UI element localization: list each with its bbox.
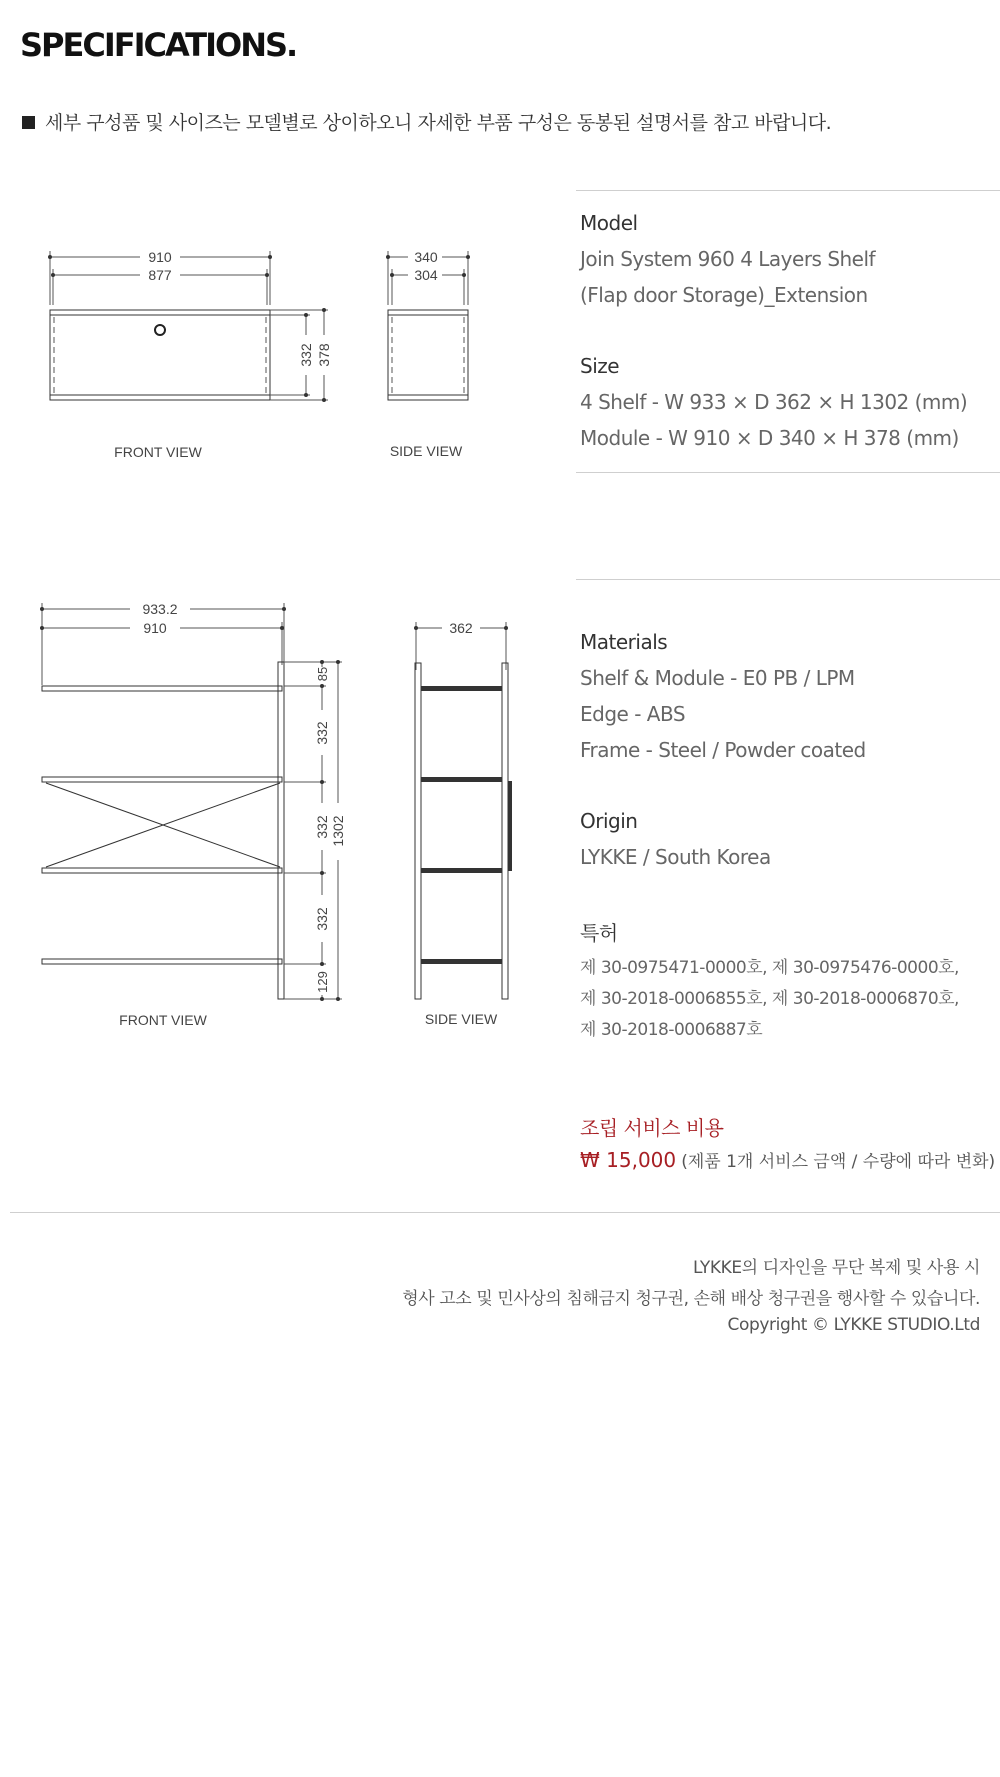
dim-933-2: 933.2 (142, 601, 178, 617)
origin-label: Origin (580, 809, 638, 833)
footer-line2: 형사 고소 및 민사상의 침해금지 청구권, 손해 배상 청구권을 행사할 수 있습니다. (402, 1289, 980, 1309)
dim-129: 129 (315, 971, 330, 993)
dim-332-b: 332 (314, 815, 330, 839)
service-price-row (580, 1147, 995, 1172)
size-line1: 4 Shelf - W 933 × D 362 × H 1302 (mm) (580, 390, 968, 414)
dim-378: 378 (316, 343, 332, 367)
square-bullet-icon (22, 116, 35, 129)
module-drawing (30, 235, 510, 465)
shelf-drawing (30, 595, 530, 1035)
model-line2: (Flap door Storage)_Extension (580, 283, 868, 307)
footer-line1: LYKKE의 디자인을 무단 복제 및 사용 시 (693, 1258, 980, 1278)
materials-line1: Shelf & Module - E0 PB / LPM (580, 666, 855, 690)
service-price: ₩ 15,000 (580, 1148, 677, 1172)
dim-304: 304 (414, 267, 438, 283)
dim-332-a: 332 (314, 721, 330, 745)
front-view-label: FRONT VIEW (114, 444, 202, 460)
divider-spec1-top (576, 190, 1000, 191)
dim-877: 877 (148, 267, 172, 283)
dim-910-shelf: 910 (143, 620, 167, 636)
front-view-label-shelf: FRONT VIEW (119, 1012, 207, 1028)
size-line2: Module - W 910 × D 340 × H 378 (mm) (580, 426, 959, 450)
size-label: Size (580, 354, 620, 378)
dim-362: 362 (449, 620, 473, 636)
service-label: 조립 서비스 비용 (580, 1116, 724, 1140)
side-view-label-shelf: SIDE VIEW (424, 1011, 498, 1027)
service-note: (제품 1개 서비스 금액 / 수량에 따라 변화) (681, 1152, 996, 1172)
model-label: Model (580, 211, 638, 235)
materials-label: Materials (580, 630, 668, 654)
divider-spec1-bottom (576, 472, 1000, 473)
dim-332: 332 (298, 343, 314, 367)
notice (22, 108, 831, 135)
side-view-label: SIDE VIEW (389, 443, 463, 459)
footer-copyright: Copyright © LYKKE STUDIO.Ltd (727, 1315, 980, 1335)
materials-line3: Frame - Steel / Powder coated (580, 738, 866, 762)
notice-text: 세부 구성품 및 사이즈는 모델별로 상이하오니 자세한 부품 구성은 동봉된 설명서를 참고 바랍니다. (45, 112, 832, 134)
patent-line1: 제 30-0975471-0000호, 제 30-0975476-0000호, (580, 958, 959, 978)
origin-line: LYKKE / South Korea (580, 845, 771, 869)
dim-340: 340 (414, 249, 438, 265)
dim-85: 85 (315, 666, 330, 682)
dim-910: 910 (148, 249, 172, 265)
page-title: SPECIFICATIONS. (20, 26, 297, 64)
patent-label: 특허 (580, 921, 618, 945)
divider-footer (10, 1212, 1000, 1213)
divider-spec2-top (576, 579, 1000, 580)
model-line1: Join System 960 4 Layers Shelf (580, 247, 876, 271)
dim-1302: 1302 (330, 815, 346, 847)
materials-line2: Edge - ABS (580, 702, 686, 726)
patent-line3: 제 30-2018-0006887호 (580, 1020, 763, 1040)
patent-line2: 제 30-2018-0006855호, 제 30-2018-0006870호, (580, 989, 959, 1009)
dim-332-c: 332 (314, 907, 330, 931)
